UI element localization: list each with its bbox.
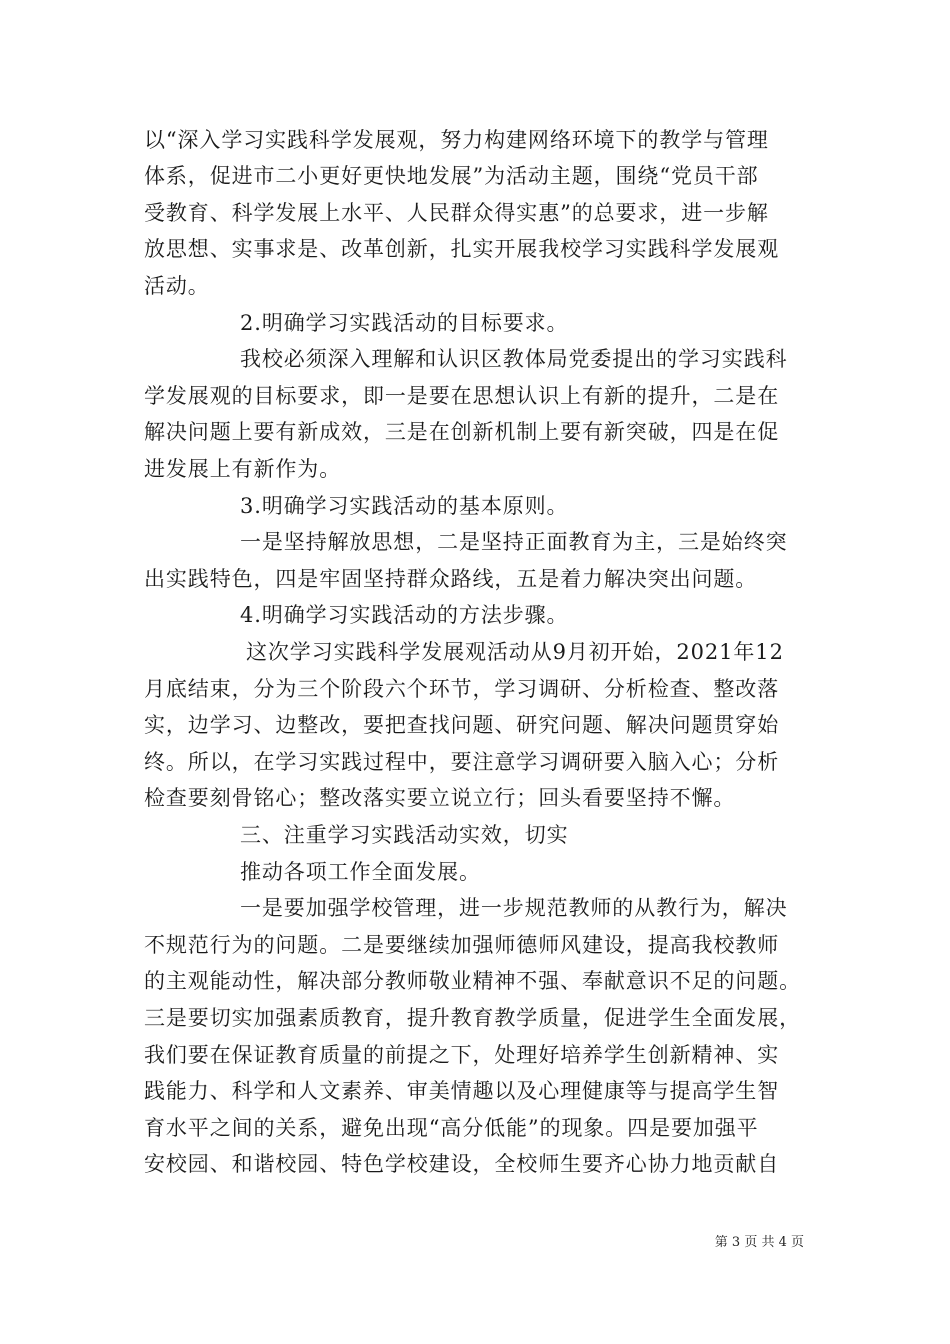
text-line: 进发展上有新作为。 — [144, 457, 342, 481]
section-heading: 4.明确学习实践活动的方法步骤。 — [240, 603, 569, 627]
text-line: 这次学习实践科学发展观活动从9月初开始，2021年12 — [246, 640, 784, 664]
text-line: 一是要加强学校管理，进一步规范教师的从教行为，解决 — [240, 896, 788, 920]
text-line: 以“深入学习实践科学发展观，努力构建网络环境下的教学与管理 — [144, 128, 769, 152]
section-heading: 2.明确学习实践活动的目标要求。 — [240, 311, 569, 335]
text-line: 实，边学习、边整改，要把查找问题、研究问题、解决问题贯穿始 — [144, 713, 780, 737]
text-line: 育水平之间的关系，避免出现“高分低能”的现象。四是要加强平 — [144, 1116, 759, 1140]
section-heading: 3.明确学习实践活动的基本原则。 — [240, 494, 569, 518]
text-line: 解决问题上要有新成效，三是在创新机制上要有新突破，四是在促 — [144, 420, 780, 444]
text-line: 一是坚持解放思想，二是坚持正面教育为主，三是始终突 — [240, 530, 788, 554]
section-heading: 三、注重学习实践活动实效，切实 — [240, 823, 569, 847]
text-line: 月底结束，分为三个阶段六个环节，学习调研、分析检查、整改落 — [144, 677, 780, 701]
text-line: 安校园、和谐校园、特色学校建设，全校师生要齐心协力地贡献自 — [144, 1152, 780, 1176]
text-line: 践能力、科学和人文素养、审美情趣以及心理健康等与提高学生智 — [144, 1079, 780, 1103]
text-line: 体系，促进市二小更好更快地发展”为活动主题，围绕“党员干部 — [144, 164, 759, 188]
text-line: 学发展观的目标要求，即一是要在思想认识上有新的提升，二是在 — [144, 384, 780, 408]
text-line: 我们要在保证教育质量的前提之下，处理好培养学生创新精神、实 — [144, 1043, 780, 1067]
section-heading: 推动各项工作全面发展。 — [240, 860, 481, 884]
text-line: 我校必须深入理解和认识区教体局党委提出的学习实践科 — [240, 347, 788, 371]
text-line: 终。所以，在学习实践过程中，要注意学习调研要入脑入心；分析 — [144, 750, 780, 774]
text-line: 受教育、科学发展上水平、人民群众得实惠”的总要求，进一步解 — [144, 201, 769, 225]
text-line: 活动。 — [144, 274, 210, 298]
text-line: 的主观能动性，解决部分教师敬业精神不强、奉献意识不足的问题。 — [144, 969, 801, 993]
page-number: 第 3 页 共 4 页 — [714, 1235, 804, 1250]
text-line: 三是要切实加强素质教育，提升教育教学质量，促进学生全面发展， — [144, 1006, 801, 1030]
text-line: 放思想、实事求是、改革创新，扎实开展我校学习实践科学发展观 — [144, 237, 780, 261]
text-line: 检查要刻骨铭心；整改落实要立说立行；回头看要坚持不懈。 — [144, 786, 736, 810]
text-line: 不规范行为的问题。二是要继续加强师德师风建设，提高我校教师 — [144, 933, 780, 957]
text-line: 出实践特色，四是牢固坚持群众路线，五是着力解决突出问题。 — [144, 567, 758, 591]
